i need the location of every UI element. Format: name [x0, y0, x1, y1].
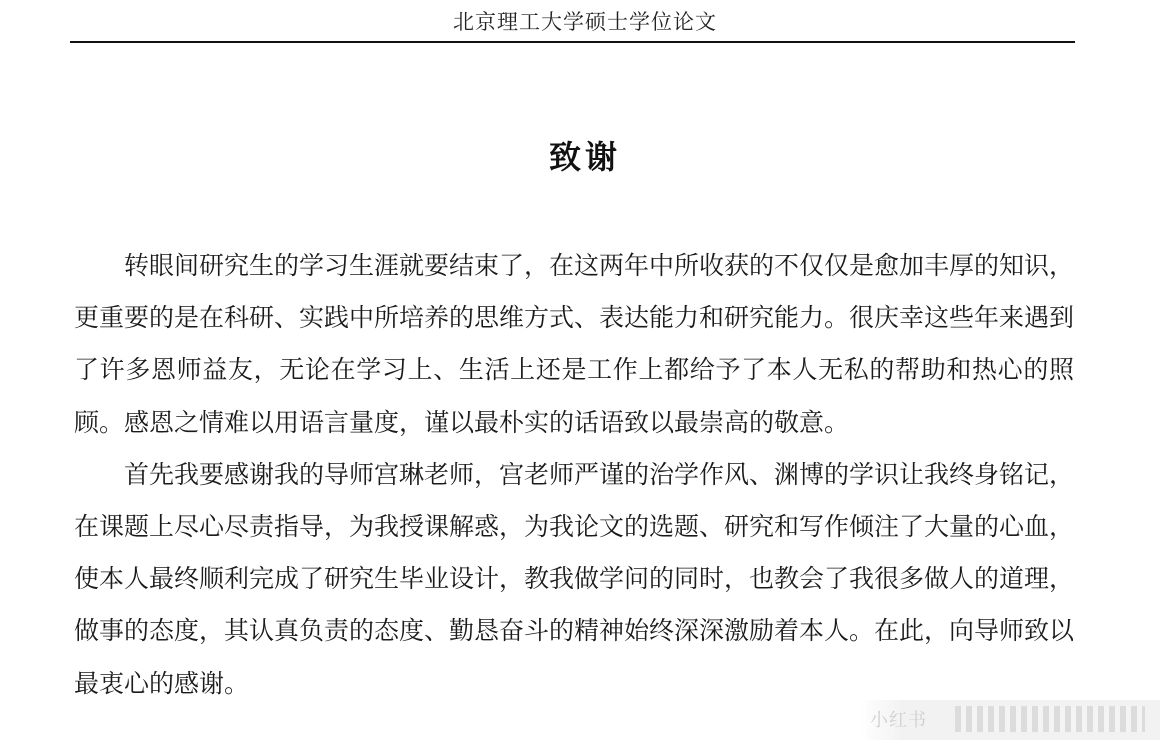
- header-rule: [70, 41, 1075, 43]
- section-title: 致谢: [548, 138, 621, 176]
- paragraph-1: 转眼间研究生的学习生涯就要结束了，在这两年中所收获的不仅仅是愈加丰厚的知识，更重要的是在科研、实践中所培养的思维方式、表达能力和研究能力。很庆幸这些年来遇到了许多恩师益友，无论在学习上、生活上还是工作上都给予了本人无私的帮助和热心的照顾。感恩之情难以用语言量度，谨以最朴实的话语致以最崇高的敬意。: [74, 251, 1075, 437]
- paragraph-2: 首先我要感谢我的导师宫琳老师，宫老师严谨的治学作风、渊博的学识让我终身铭记，在课题上尽心尽责指导，为我授课解惑，为我论文的选题、研究和写作倾注了大量的心血，使本人最终顺利完成了研究生毕业设计，教我做学问的同时，也教会了我很多做人的道理，做事的态度，其认真负责的态度、勤恳奋斗的精神始终深深激励着本人。在此，向导师致以最衷心的感谢。: [74, 459, 1075, 698]
- watermark-text: 小红书: [870, 710, 927, 731]
- watermark-graphic: [955, 706, 1145, 732]
- watermark: [860, 700, 1160, 740]
- running-header: 北京理工大学硕士学位论文: [453, 10, 717, 34]
- body-text: [74, 240, 1074, 710]
